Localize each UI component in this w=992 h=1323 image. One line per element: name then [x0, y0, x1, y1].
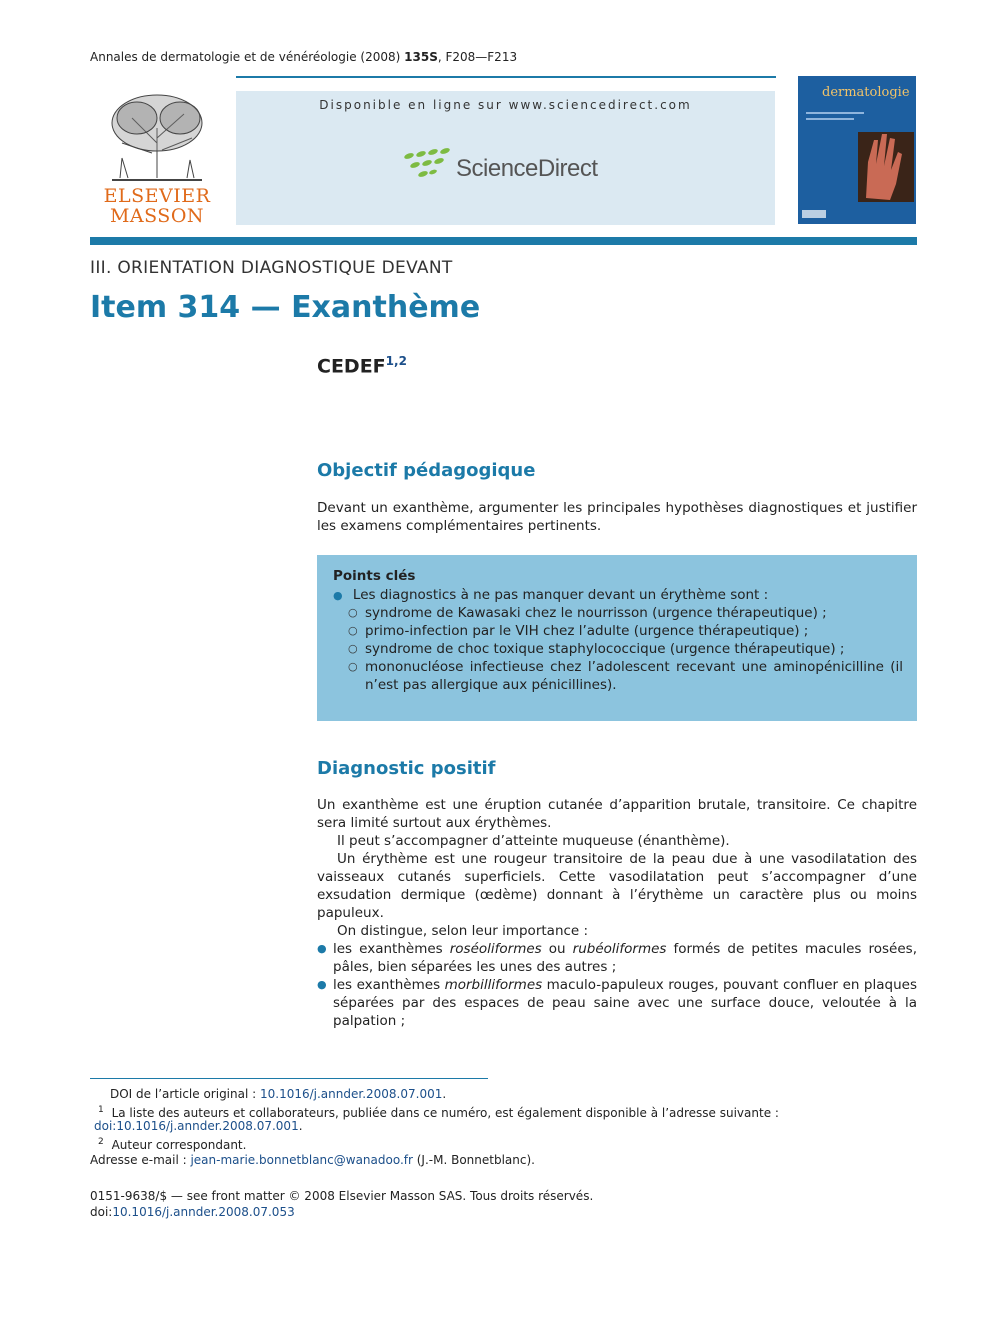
author-line [317, 354, 407, 377]
footnote-mark: 2 [98, 1137, 104, 1147]
doi-link[interactable]: 10.1016/j.annder.2008.07.001 [259, 1087, 443, 1101]
doi-link[interactable]: 10.1016/j.annder.2008.07.053 [112, 1205, 295, 1219]
elsevier-masson-wordmark [92, 186, 222, 226]
list-item: ○ mononucléose infectieuse chez l’adolescent recevant une aminopénicilline (il n’est pas allergique aux pénicillines). [348, 659, 903, 693]
circle-bullet-icon: ○ [348, 642, 358, 655]
circle-bullet-icon: ○ [348, 606, 358, 619]
list-item: ○ syndrome de choc toxique staphylococcique (urgence thérapeutique) ; [348, 641, 845, 657]
article-title: Item 314 — Exanthème [90, 290, 481, 325]
objectif-text: Devant un exanthème, argumenter les principales hypothèses diagnostiques et justifier les examens complémentaires pertinents. [317, 500, 917, 534]
circle-bullet-icon: ○ [348, 624, 358, 637]
issn-line: 0151-9638/$ — see front matter © 2008 Elsevier Masson SAS. Tous droits réservés. [90, 1189, 594, 1203]
key-points-lead [333, 586, 903, 605]
header-rule [236, 76, 776, 78]
list-item: ○ primo-infection par le VIH chez l’adulte (urgence thérapeutique) ; [348, 623, 809, 639]
journal-reference [90, 50, 517, 64]
footnote-rule [90, 1078, 488, 1079]
paragraph: Un érythème est une rougeur transitoire de la peau due à une vasodilatation des vaisseaux cutanés superficiels. Cette vasodilatation peut s’accompagner d’une exsudation dermique (œdème) donnant à l’érythème un caractère plus ou moins papuleux. [317, 851, 917, 921]
footnote-1-link-line: doi:10.1016/j.annder.2008.07.001. [94, 1119, 303, 1133]
footnote-1: $^1$ La liste des auteurs et collaborateurs, publiée dans ce numéro, est également disponible à l’adresse suivante : [98, 1105, 779, 1120]
journal-name: Annales de dermatologie et de vénéréologie (2008) [90, 50, 405, 64]
sciencedirect-availability[interactable]: Disponible en ligne sur www.sciencedirect.com [319, 98, 692, 112]
sciencedirect-leaf-icon [403, 148, 455, 184]
elsevier-wordmark: ELSEVIER [103, 185, 211, 207]
sciencedirect-logo-text[interactable]: ScienceDirect [456, 155, 598, 182]
footnote-email: Adresse e-mail : jean-marie.bonnetblanc@wanadoo.fr (J.-M. Bonnetblanc). [90, 1153, 535, 1167]
key-points-lead-text: Les diagnostics à ne pas manquer devant un érythème sont : [352, 587, 769, 603]
author-footnote-marks[interactable]: 1,2 [385, 354, 407, 368]
key-points-title: Points clés [333, 568, 416, 584]
bullet-icon: ● [317, 942, 327, 955]
list-item: ○ syndrome de Kawasaki chez le nourrisson (urgence thérapeutique) ; [348, 605, 827, 621]
objectif-heading: Objectif pédagogique [317, 460, 536, 481]
paragraph: Un exanthème est une éruption cutanée d’apparition brutale, transitoire. Ce chapitre sera limité surtout aux érythèmes. [317, 797, 917, 831]
doi-link[interactable]: doi:10.1016/j.annder.2008.07.001 [94, 1119, 299, 1133]
bullet-icon: ● [317, 978, 327, 991]
author-name: CEDEF [317, 355, 386, 378]
masson-wordmark: MASSON [109, 205, 205, 227]
list-item: ● les exanthèmes morbilliformes maculo-papuleux rouges, pouvant confluer en plaques séparées par des espaces de peau saine avec une surface douce, veloutée à la palpation ; [317, 977, 917, 1029]
article-doi-line: doi:10.1016/j.annder.2008.07.053 [90, 1205, 295, 1219]
section-heading: III. ORIENTATION DIAGNOSTIQUE DEVANT [90, 258, 453, 278]
paragraph: On distingue, selon leur importance : [337, 923, 589, 939]
title-rule [90, 237, 917, 245]
bullet-icon: ● [333, 589, 343, 602]
footnote-mark: 1 [98, 1105, 104, 1115]
footnote-doi: DOI de l’article original : 10.1016/j.annder.2008.07.001. [110, 1087, 447, 1101]
email-link[interactable]: jean-marie.bonnetblanc@wanadoo.fr [190, 1153, 413, 1167]
journal-pages: , F208—F213 [437, 50, 518, 64]
diagnostic-body [317, 796, 917, 1030]
diagnostic-heading: Diagnostic positif [317, 758, 496, 779]
list-item: ● les exanthèmes roséoliformes ou rubéoliformes formés de petites macules rosées, pâles, bien séparées les unes des autres ; [317, 941, 917, 975]
cover-title: dermatologie [822, 85, 910, 100]
key-points-list [348, 604, 903, 694]
footnote-2: $^2$ Auteur correspondant. [98, 1137, 247, 1152]
paragraph: Il peut s’accompagner d’atteinte muqueuse (énanthème). [337, 833, 730, 849]
circle-bullet-icon: ○ [348, 660, 358, 673]
journal-volume: 135S [404, 50, 438, 64]
